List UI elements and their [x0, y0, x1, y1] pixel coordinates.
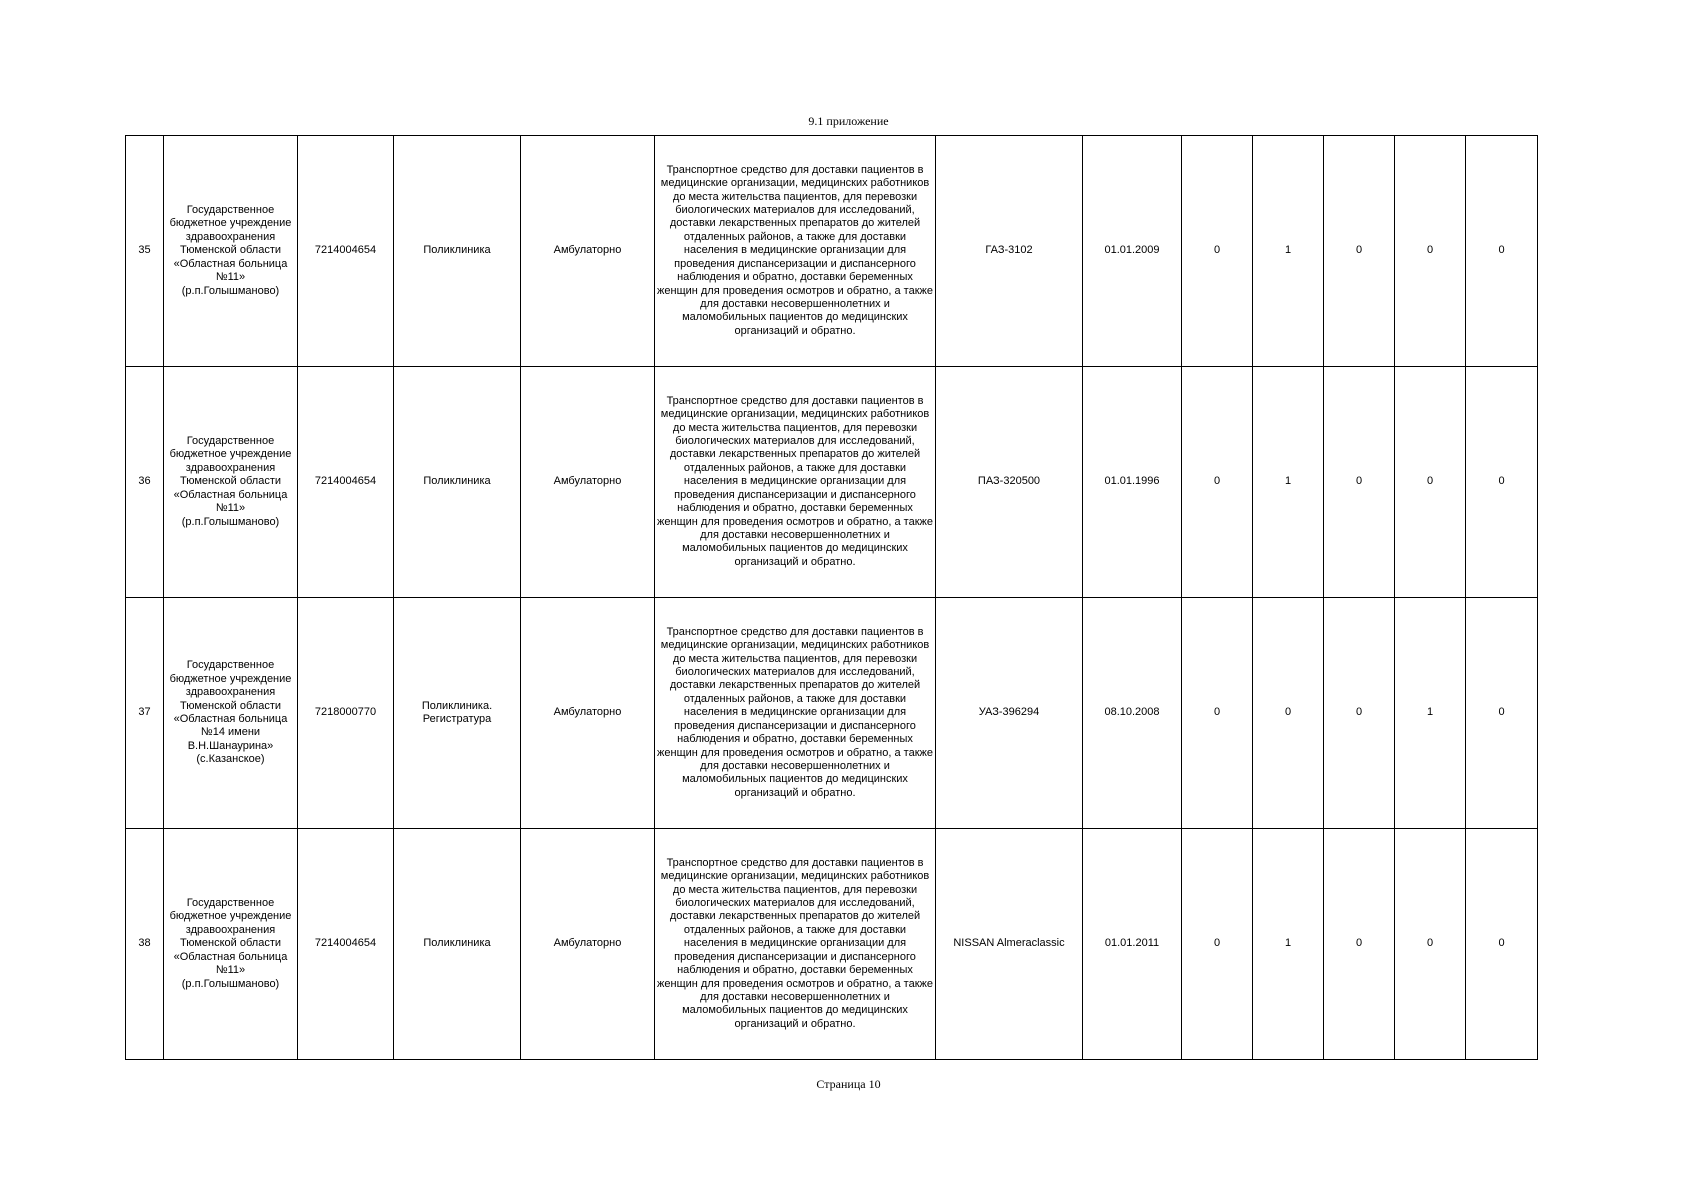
value-cell-4: 0 [1395, 136, 1466, 367]
table-row [126, 829, 1538, 1060]
value-cell-1: 0 [1182, 367, 1253, 598]
care-mode: Амбулаторно [521, 598, 655, 829]
table-row [126, 367, 1538, 598]
value-cell-1: 0 [1182, 136, 1253, 367]
data-table [125, 135, 1538, 1060]
purpose-description: Транспортное средство для доставки пациентов в медицинские организации, медицинских работников до места жительства пациентов, для перевозки биологических материалов для исследований, доставки лекарственных препаратов до жителей отдаленных районов, а также для доставки населения в медицинские организации для проведения диспансеризации и диспансерного наблюдения и обратно, доставки беременных женщин для проведения осмотров и обратно, а также для доставки несовершеннолетних и маломобильных пациентов до медицинских организаций и обратно. [655, 367, 936, 598]
care-mode: Амбулаторно [521, 829, 655, 1060]
vehicle-model: УАЗ-396294 [936, 598, 1083, 829]
department: Поликлиника [394, 367, 521, 598]
department: Поликлиника. Регистратура [394, 598, 521, 829]
table-row [126, 136, 1538, 367]
value-cell-3: 0 [1324, 136, 1395, 367]
value-cell-5: 0 [1466, 829, 1538, 1060]
value-cell-2: 0 [1253, 598, 1324, 829]
page-header: 9.1 приложение [808, 114, 889, 128]
value-cell-5: 0 [1466, 136, 1538, 367]
date: 01.01.2009 [1083, 136, 1182, 367]
value-cell-4: 0 [1395, 829, 1466, 1060]
row-number: 35 [126, 136, 164, 367]
value-cell-2: 1 [1253, 367, 1324, 598]
row-number: 37 [126, 598, 164, 829]
vehicle-model: NISSAN Almeraclassic [936, 829, 1083, 1060]
row-number: 38 [126, 829, 164, 1060]
organization-name: Государственное бюджетное учреждение здравоохранения Тюменской области «Областная больница №14 имени В.Н.Шанаурина» (с.Казанское) [164, 598, 298, 829]
organization-name: Государственное бюджетное учреждение здравоохранения Тюменской области «Областная больница №11» (р.п.Голышманово) [164, 136, 298, 367]
organization-name: Государственное бюджетное учреждение здравоохранения Тюменской области «Областная больница №11» (р.п.Голышманово) [164, 829, 298, 1060]
purpose-description: Транспортное средство для доставки пациентов в медицинские организации, медицинских работников до места жительства пациентов, для перевозки биологических материалов для исследований, доставки лекарственных препаратов до жителей отдаленных районов, а также для доставки населения в медицинские организации для проведения диспансеризации и диспансерного наблюдения и обратно, доставки беременных женщин для проведения осмотров и обратно, а также для доставки несовершеннолетних и маломобильных пациентов до медицинских организаций и обратно. [655, 829, 936, 1060]
value-cell-3: 0 [1324, 829, 1395, 1060]
value-cell-5: 0 [1466, 367, 1538, 598]
date: 08.10.2008 [1083, 598, 1182, 829]
organization-name: Государственное бюджетное учреждение здравоохранения Тюменской области «Областная больница №11» (р.п.Голышманово) [164, 367, 298, 598]
department: Поликлиника [394, 829, 521, 1060]
purpose-description: Транспортное средство для доставки пациентов в медицинские организации, медицинских работников до места жительства пациентов, для перевозки биологических материалов для исследований, доставки лекарственных препаратов до жителей отдаленных районов, а также для доставки населения в медицинские организации для проведения диспансеризации и диспансерного наблюдения и обратно, доставки беременных женщин для проведения осмотров и обратно, а также для доставки несовершеннолетних и маломобильных пациентов до медицинских организаций и обратно. [655, 136, 936, 367]
care-mode: Амбулаторно [521, 136, 655, 367]
value-cell-3: 0 [1324, 598, 1395, 829]
inn: 7218000770 [298, 598, 394, 829]
value-cell-1: 0 [1182, 598, 1253, 829]
inn: 7214004654 [298, 367, 394, 598]
value-cell-2: 1 [1253, 829, 1324, 1060]
value-cell-3: 0 [1324, 367, 1395, 598]
value-cell-4: 0 [1395, 367, 1466, 598]
inn: 7214004654 [298, 829, 394, 1060]
value-cell-1: 0 [1182, 829, 1253, 1060]
vehicle-model: ГАЗ-3102 [936, 136, 1083, 367]
department: Поликлиника [394, 136, 521, 367]
purpose-description: Транспортное средство для доставки пациентов в медицинские организации, медицинских работников до места жительства пациентов, для перевозки биологических материалов для исследований, доставки лекарственных препаратов до жителей отдаленных районов, а также для доставки населения в медицинские организации для проведения диспансеризации и диспансерного наблюдения и обратно, доставки беременных женщин для проведения осмотров и обратно, а также для доставки несовершеннолетних и маломобильных пациентов до медицинских организаций и обратно. [655, 598, 936, 829]
date: 01.01.1996 [1083, 367, 1182, 598]
vehicle-model: ПАЗ-320500 [936, 367, 1083, 598]
care-mode: Амбулаторно [521, 367, 655, 598]
table-row [126, 598, 1538, 829]
value-cell-2: 1 [1253, 136, 1324, 367]
row-number: 36 [126, 367, 164, 598]
inn: 7214004654 [298, 136, 394, 367]
value-cell-4: 1 [1395, 598, 1466, 829]
value-cell-5: 0 [1466, 598, 1538, 829]
date: 01.01.2011 [1083, 829, 1182, 1060]
page-footer: Страница 10 [816, 1077, 881, 1091]
